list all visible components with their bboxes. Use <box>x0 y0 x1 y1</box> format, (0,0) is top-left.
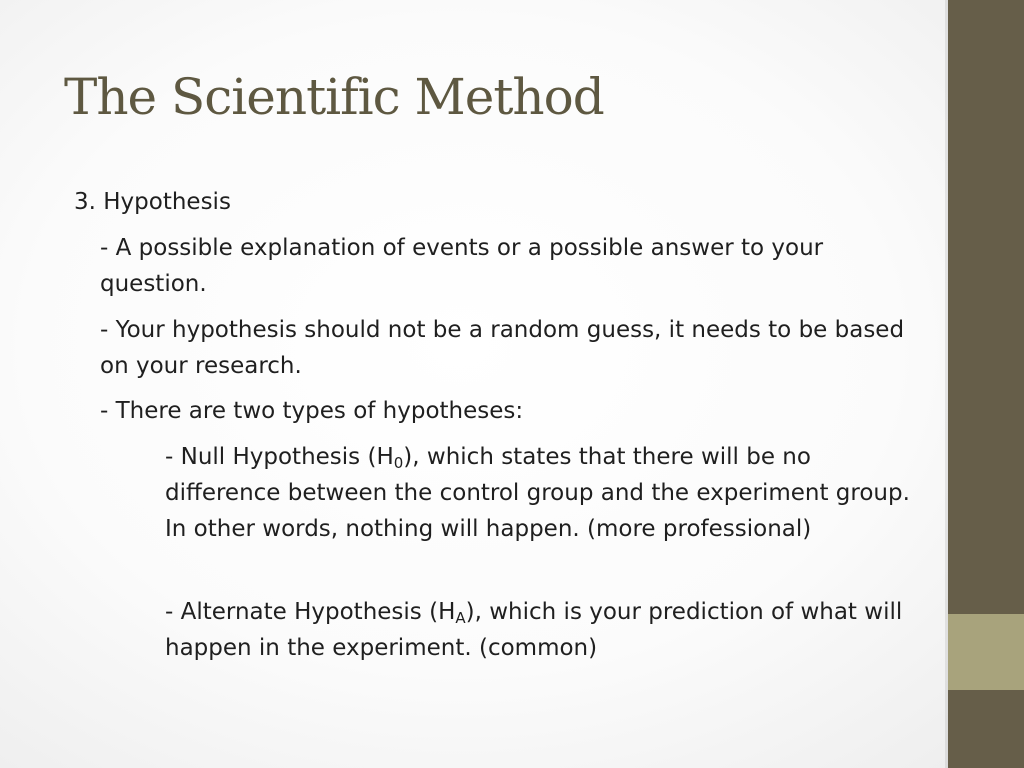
side-bar-accent-block <box>948 614 1024 690</box>
section-heading: 3. Hypothesis <box>74 189 231 215</box>
alternate-hypothesis-prefix: - Alternate Hypothesis (H <box>165 599 456 625</box>
bullet-explanation: - A possible explanation of events or a possible answer to your question. <box>100 235 824 297</box>
bullet-two-types: - There are two types of hypotheses: <box>100 398 524 424</box>
null-hypothesis-subscript: 0 <box>393 454 404 472</box>
bullet-not-random-guess: - Your hypothesis should not be a random guess, it needs to be based on your research. <box>100 317 905 379</box>
bullet-alternate-hypothesis <box>165 594 925 666</box>
null-hypothesis-prefix: - Null Hypothesis (H <box>165 444 394 470</box>
alternate-hypothesis-subscript: A <box>455 609 466 627</box>
bullet-null-hypothesis <box>165 439 925 547</box>
slide-title: The Scientific Method <box>64 68 604 126</box>
alternate-hypothesis-suffix: ), which is your prediction of what will happen in the experiment. (common) <box>165 599 903 661</box>
null-hypothesis-suffix: ), which states that there will be no difference between the control group and the experiment group. In other words, nothing will happen. (more professional) <box>165 444 910 542</box>
